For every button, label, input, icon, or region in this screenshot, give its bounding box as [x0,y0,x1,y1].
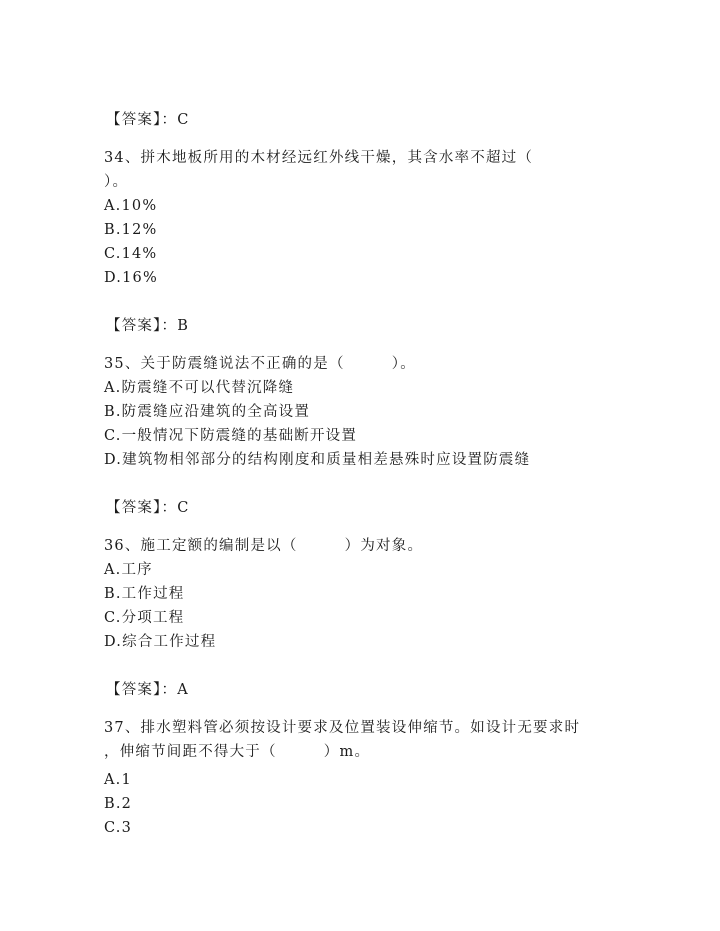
option-35-b: B.防震缝应沿建筑的全高设置 [104,404,311,420]
option-35-a: A.防震缝不可以代替沉降缝 [104,380,295,396]
option-34-c: C.14% [104,246,158,262]
answer-34: 【答案】：B [106,318,190,334]
option-36-c: C.分项工程 [104,610,185,626]
option-37-c: C.3 [104,820,133,836]
option-34-b: B.12% [104,222,158,238]
question-34-line-2: ）。 [104,174,129,190]
question-37-line-2: ，伸缩节间距不得大于（ ）m。 [104,744,371,760]
answer-36: 【答案】：A [106,682,189,698]
option-34-d: D.16% [104,270,158,286]
option-35-d: D.建筑物相邻部分的结构刚度和质量相差悬殊时应设置防震缝 [104,452,531,468]
option-36-a: A.工序 [104,562,153,578]
option-37-b: B.2 [104,796,133,812]
answer-35: 【答案】：C [106,500,190,516]
question-34-line-1: 34、拼木地板所用的木材经远红外线干燥，其含水率不超过（ [104,150,534,166]
option-37-a: A.1 [104,772,132,788]
option-34-a: A.10% [104,198,158,214]
question-37-line-1: 37、排水塑料管必须按设计要求及位置装设伸缩节。如设计无要求时 [104,720,581,736]
question-36-line-1: 36、施工定额的编制是以（ ）为对象。 [104,538,424,554]
option-36-b: B.工作过程 [104,586,185,602]
question-35-line-1: 35、关于防震缝说法不正确的是（ ）。 [104,356,416,372]
answer-line: 【答案】：C [106,112,190,128]
option-35-c: C.一般情况下防震缝的基础断开设置 [104,428,358,444]
option-36-d: D.综合工作过程 [104,634,217,650]
